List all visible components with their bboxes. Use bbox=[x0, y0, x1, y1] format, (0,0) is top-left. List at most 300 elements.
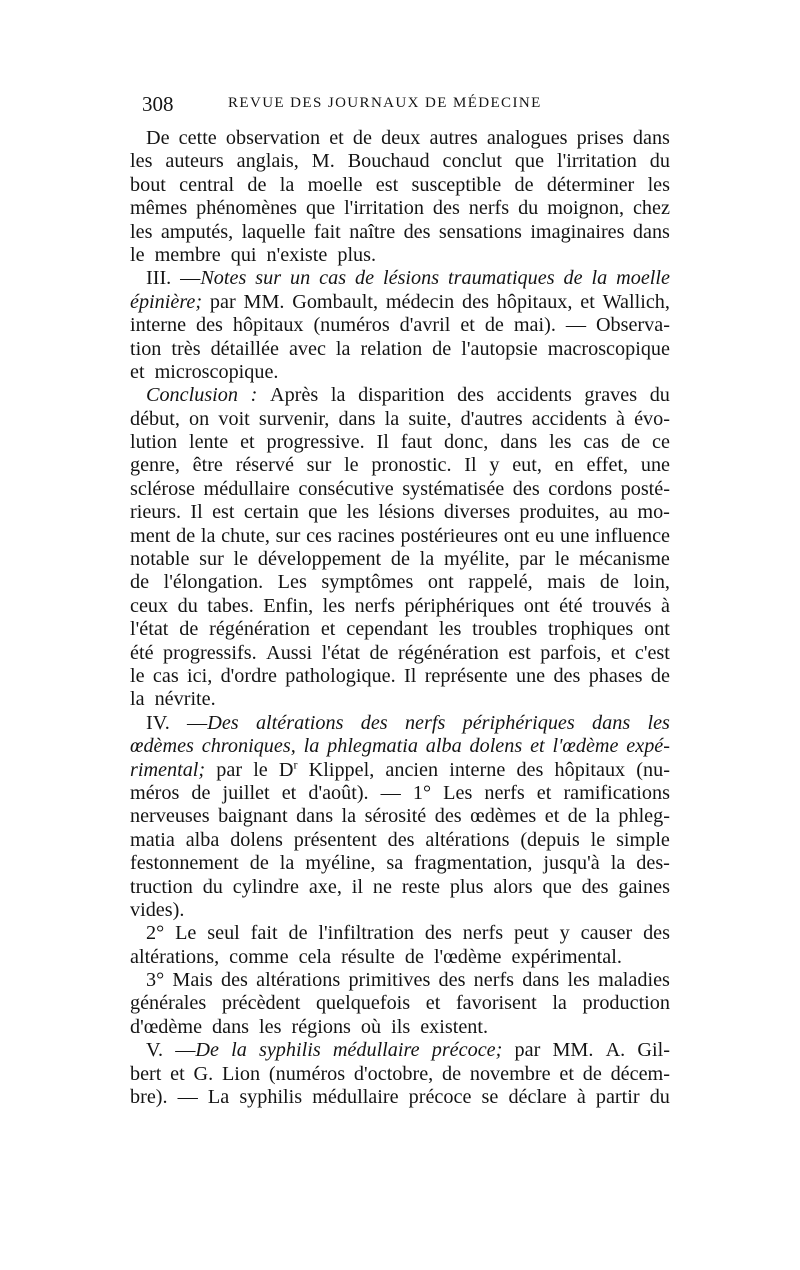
word: et bbox=[329, 127, 344, 149]
word: loin, bbox=[633, 571, 670, 594]
word: est bbox=[212, 501, 235, 524]
word: des bbox=[424, 922, 452, 945]
word: ces bbox=[306, 524, 332, 547]
word: périphériques bbox=[404, 594, 515, 617]
word: influence bbox=[594, 524, 670, 547]
word: et bbox=[281, 781, 297, 804]
word: d'avril bbox=[399, 314, 451, 337]
text-line bbox=[130, 384, 670, 407]
word: très bbox=[171, 337, 201, 360]
word: dolens bbox=[230, 828, 283, 851]
word: seul bbox=[207, 922, 240, 945]
word: sérosité bbox=[364, 805, 427, 828]
word: deux bbox=[381, 127, 421, 149]
word: l'état bbox=[321, 641, 360, 664]
word: phases bbox=[588, 664, 643, 687]
word: cylindre bbox=[232, 875, 299, 898]
word: des bbox=[438, 969, 466, 992]
word: altérations bbox=[425, 828, 510, 851]
word: de bbox=[369, 641, 389, 664]
text-line bbox=[130, 244, 670, 267]
text-line bbox=[130, 595, 670, 618]
word: par bbox=[514, 1039, 541, 1062]
word: mai). bbox=[513, 314, 556, 337]
word: symptômes bbox=[321, 571, 414, 594]
word: susceptible bbox=[411, 173, 502, 196]
word: phlegmatia bbox=[327, 735, 418, 758]
word: ramifications bbox=[563, 781, 670, 804]
word: novembre bbox=[469, 1062, 551, 1085]
word: de bbox=[484, 314, 504, 337]
word: traumatiques bbox=[448, 267, 555, 290]
word: des bbox=[581, 875, 609, 898]
word: lente bbox=[188, 431, 229, 454]
word: plus. bbox=[337, 243, 377, 266]
word: mécanisme bbox=[579, 548, 670, 571]
article-body bbox=[130, 127, 670, 1109]
word: survenir, bbox=[258, 407, 330, 430]
word: et bbox=[240, 431, 255, 454]
word: pronostic. bbox=[371, 454, 452, 477]
word: partir bbox=[595, 1086, 640, 1109]
word: consécutive bbox=[298, 477, 394, 500]
word: nerfs bbox=[473, 969, 515, 992]
word: de bbox=[650, 664, 670, 687]
word: une bbox=[640, 454, 670, 477]
word: primitives bbox=[348, 969, 431, 992]
word: hôpitaux, bbox=[496, 290, 573, 313]
word: et bbox=[559, 1062, 574, 1085]
word: eut, bbox=[512, 454, 542, 477]
word: de bbox=[288, 922, 308, 945]
word: la bbox=[279, 173, 295, 196]
word: par bbox=[209, 290, 236, 313]
word: par bbox=[216, 758, 243, 781]
word: bre). bbox=[130, 1086, 168, 1109]
word: (depuis bbox=[520, 828, 580, 851]
word: médullaire bbox=[203, 477, 290, 500]
word: le bbox=[253, 758, 268, 781]
word: et bbox=[320, 618, 336, 641]
word: sa bbox=[386, 852, 404, 875]
word: les bbox=[438, 618, 462, 641]
word: les bbox=[549, 431, 572, 454]
word: médullaire bbox=[332, 1039, 420, 1062]
word: de bbox=[432, 337, 452, 360]
word: MM. bbox=[552, 1039, 594, 1062]
word: — bbox=[177, 1086, 198, 1109]
word: posté- bbox=[620, 477, 670, 500]
word: III. bbox=[146, 267, 172, 290]
word: ont bbox=[523, 594, 550, 617]
word: à bbox=[615, 407, 625, 430]
word: des bbox=[553, 664, 581, 687]
word: été bbox=[130, 641, 154, 664]
word: 1° bbox=[412, 781, 432, 804]
word: une bbox=[515, 664, 546, 687]
word: tion bbox=[130, 337, 162, 360]
word: d'œdème bbox=[130, 1015, 203, 1038]
word: des bbox=[643, 922, 670, 945]
word: rimental; bbox=[130, 758, 206, 781]
word: parfois, bbox=[540, 641, 602, 664]
text-line bbox=[130, 1039, 670, 1062]
word: régénération bbox=[209, 618, 310, 641]
word: des bbox=[432, 197, 460, 220]
word: certain bbox=[243, 501, 299, 524]
word: naître bbox=[349, 220, 396, 243]
word: du bbox=[649, 384, 670, 407]
word: imaginaires bbox=[530, 220, 625, 243]
word: donc, bbox=[444, 431, 489, 454]
word: lésions bbox=[378, 501, 435, 524]
word: des bbox=[220, 969, 248, 992]
word: les bbox=[130, 150, 153, 173]
word: favorisent bbox=[455, 992, 537, 1015]
word: la bbox=[130, 688, 145, 711]
word: se bbox=[481, 1086, 499, 1109]
word: et bbox=[460, 314, 475, 337]
word: A. bbox=[605, 1039, 626, 1062]
text-line bbox=[130, 829, 670, 852]
word: mo- bbox=[637, 501, 670, 524]
word: on bbox=[189, 407, 210, 430]
word: la bbox=[552, 992, 567, 1015]
word: Wallich, bbox=[602, 290, 670, 313]
word: M. bbox=[311, 150, 335, 173]
word: la bbox=[231, 1039, 247, 1062]
word: truction bbox=[130, 875, 193, 898]
text-line bbox=[130, 735, 670, 758]
word: représente bbox=[424, 664, 508, 687]
word: effet, bbox=[586, 454, 629, 477]
word: de bbox=[176, 524, 196, 547]
word: — bbox=[380, 781, 401, 804]
word: des- bbox=[636, 852, 670, 875]
word: cependant bbox=[346, 618, 429, 641]
word: par bbox=[519, 548, 546, 571]
word: les bbox=[259, 1015, 282, 1038]
word: et bbox=[610, 641, 626, 664]
word: cette bbox=[178, 127, 217, 149]
word: cas bbox=[319, 267, 347, 290]
word: que bbox=[542, 875, 572, 898]
word: qui bbox=[230, 243, 257, 266]
text-line bbox=[130, 618, 670, 641]
word: chute, bbox=[221, 524, 270, 547]
word: nerfs bbox=[468, 197, 510, 220]
word: Il bbox=[404, 664, 417, 687]
text-line bbox=[130, 712, 670, 735]
word: été bbox=[559, 594, 583, 617]
word: les bbox=[647, 173, 670, 196]
text-line bbox=[130, 454, 670, 477]
word: résulte bbox=[341, 945, 395, 968]
word: la bbox=[591, 267, 608, 290]
word: la bbox=[384, 407, 400, 430]
word: l'œdème bbox=[552, 735, 619, 758]
word: La bbox=[207, 1086, 230, 1109]
word: de bbox=[249, 852, 269, 875]
word: l'œdème bbox=[433, 945, 502, 968]
word: axe, bbox=[308, 875, 342, 898]
word: notable bbox=[130, 548, 190, 571]
word: altérations bbox=[256, 969, 341, 992]
word: la bbox=[335, 337, 351, 360]
word: suite, bbox=[408, 407, 452, 430]
word: l'irritation bbox=[344, 197, 424, 220]
word: des bbox=[516, 758, 544, 781]
word: détaillée bbox=[210, 337, 279, 360]
text-line bbox=[130, 174, 670, 197]
word: causer bbox=[580, 922, 633, 945]
text-line bbox=[130, 805, 670, 828]
word: du bbox=[649, 1086, 670, 1109]
word: Enfin, bbox=[263, 594, 314, 617]
word: vides). bbox=[130, 898, 185, 921]
word: mêmes bbox=[130, 197, 188, 220]
word: relation bbox=[360, 337, 423, 360]
word: (numéros bbox=[313, 314, 390, 337]
text-line bbox=[130, 946, 670, 969]
word: de bbox=[130, 571, 150, 594]
word: trouvés bbox=[592, 594, 652, 617]
word: expérimental. bbox=[511, 945, 622, 968]
text-line bbox=[130, 314, 670, 337]
word: trophiques bbox=[548, 618, 634, 641]
word: syphilis bbox=[239, 1086, 303, 1109]
word: les bbox=[647, 711, 670, 734]
word: de bbox=[390, 548, 410, 571]
text-line bbox=[130, 548, 670, 571]
word: graves bbox=[584, 384, 638, 407]
word: observation bbox=[225, 127, 321, 149]
word: précoce; bbox=[431, 1039, 503, 1062]
word: de bbox=[179, 618, 199, 641]
word: ont bbox=[503, 524, 530, 547]
word: baignant bbox=[218, 805, 288, 828]
word: de bbox=[247, 173, 267, 196]
word: des bbox=[387, 828, 415, 851]
word: matia bbox=[130, 828, 175, 851]
word: la bbox=[341, 805, 357, 828]
text-line bbox=[130, 665, 670, 688]
word: Il bbox=[190, 501, 203, 524]
word: de bbox=[191, 781, 211, 804]
word: moelle bbox=[307, 173, 363, 196]
word: de bbox=[442, 1062, 462, 1085]
word: ancien bbox=[385, 758, 439, 781]
word: de bbox=[352, 127, 372, 149]
word: du bbox=[177, 594, 198, 617]
word: la bbox=[595, 805, 610, 828]
word: fait bbox=[250, 922, 278, 945]
word: ont bbox=[427, 571, 454, 594]
word: hôpitaux bbox=[232, 314, 304, 337]
word: les bbox=[346, 501, 370, 524]
word: de bbox=[567, 805, 587, 828]
word: postérieures bbox=[400, 524, 498, 547]
word: la bbox=[330, 384, 346, 407]
word: de bbox=[563, 267, 583, 290]
text-line bbox=[130, 267, 670, 290]
word: les bbox=[130, 220, 153, 243]
word: eu bbox=[535, 524, 555, 547]
text-line bbox=[130, 899, 670, 922]
word: altérations, bbox=[130, 945, 220, 968]
text-line bbox=[130, 969, 670, 992]
word: progressifs. bbox=[163, 641, 257, 664]
word: le bbox=[590, 828, 606, 851]
word: anglais, bbox=[236, 150, 299, 173]
text-line bbox=[130, 525, 670, 548]
word: ils bbox=[391, 1015, 411, 1038]
word: V. bbox=[146, 1039, 164, 1062]
word: systématisée bbox=[402, 477, 505, 500]
word: l'autopsie bbox=[461, 337, 538, 360]
word: hôpitaux bbox=[554, 758, 626, 781]
word: que bbox=[305, 197, 336, 220]
word: des bbox=[196, 314, 223, 337]
word: œdèmes bbox=[470, 805, 537, 828]
word: au bbox=[608, 501, 629, 524]
word: fragmentation, bbox=[414, 852, 533, 875]
page-number: 308 bbox=[142, 92, 174, 116]
text-line bbox=[130, 361, 670, 384]
word: analogues bbox=[486, 127, 568, 149]
word: —De bbox=[175, 1039, 219, 1062]
text-line bbox=[130, 1086, 670, 1109]
word: l'état bbox=[130, 618, 169, 641]
word: de bbox=[621, 431, 641, 454]
word: autres bbox=[429, 127, 478, 149]
word: prises bbox=[576, 127, 624, 149]
word: et bbox=[580, 290, 595, 313]
word: myéline, bbox=[305, 852, 376, 875]
text-line bbox=[130, 501, 670, 524]
word: d'autres bbox=[460, 407, 523, 430]
word: début, bbox=[130, 407, 180, 430]
word: ceux bbox=[130, 594, 169, 617]
word: des bbox=[434, 805, 462, 828]
word: Observa- bbox=[595, 314, 670, 337]
word: (nu- bbox=[636, 758, 670, 781]
word: et bbox=[530, 735, 545, 758]
word: d'octobre, bbox=[353, 1062, 434, 1085]
word: existent. bbox=[420, 1015, 489, 1038]
word: Mais bbox=[172, 969, 213, 992]
text-line bbox=[130, 852, 670, 875]
word: disparition bbox=[358, 384, 445, 407]
word: être bbox=[192, 454, 223, 477]
word: de bbox=[355, 267, 375, 290]
word: myélite, bbox=[443, 548, 510, 571]
word: microscopique. bbox=[154, 360, 279, 383]
word: nerfs bbox=[354, 594, 395, 617]
word: la bbox=[610, 852, 626, 875]
word: le bbox=[130, 664, 145, 687]
word: le bbox=[233, 548, 249, 571]
word: macroscopique bbox=[547, 337, 670, 360]
word: dans bbox=[296, 805, 334, 828]
text-line bbox=[130, 150, 670, 173]
word: reste bbox=[401, 875, 440, 898]
word: Après bbox=[269, 384, 319, 407]
word: phénomènes bbox=[196, 197, 298, 220]
word: cas bbox=[152, 664, 179, 687]
word: cordons bbox=[548, 477, 613, 500]
word: —Notes bbox=[180, 267, 247, 290]
word: Conclusion bbox=[146, 384, 238, 407]
word: le bbox=[554, 548, 570, 571]
word: Le bbox=[175, 922, 197, 945]
word: (numéros bbox=[268, 1062, 346, 1085]
word: et bbox=[425, 992, 441, 1015]
text-line bbox=[130, 221, 670, 244]
word: membre bbox=[154, 243, 221, 266]
word: produites, bbox=[519, 501, 600, 524]
word: maladies bbox=[598, 969, 670, 992]
word: déclare bbox=[508, 1086, 567, 1109]
word: l'élongation. bbox=[163, 571, 264, 594]
word: méros bbox=[130, 781, 180, 804]
word: la bbox=[200, 524, 216, 547]
word: 2° bbox=[146, 922, 165, 945]
word: d'ordre bbox=[220, 664, 277, 687]
text-line bbox=[130, 1063, 670, 1086]
word: troubles bbox=[472, 618, 538, 641]
word: des bbox=[457, 384, 484, 407]
word: y bbox=[559, 922, 570, 945]
text-line bbox=[130, 1016, 670, 1039]
word: épinière; bbox=[130, 290, 203, 313]
word: et bbox=[130, 360, 145, 383]
word: déterminer bbox=[546, 173, 635, 196]
text-line bbox=[130, 992, 670, 1015]
word: bert bbox=[130, 1062, 162, 1085]
word: du bbox=[649, 150, 670, 173]
word: les bbox=[322, 594, 346, 617]
word: bout bbox=[130, 173, 166, 196]
word: sur bbox=[275, 524, 301, 547]
word: altérations bbox=[255, 711, 344, 734]
word: accidents bbox=[531, 407, 607, 430]
word: dans bbox=[632, 127, 670, 149]
word: nerfs bbox=[462, 922, 504, 945]
word: simple bbox=[616, 828, 670, 851]
word: Klippel, bbox=[308, 758, 375, 781]
word: de bbox=[514, 173, 534, 196]
word: quelquefois bbox=[315, 992, 411, 1015]
word: œdèmes bbox=[130, 735, 194, 758]
word: générales bbox=[130, 992, 207, 1015]
word: les bbox=[567, 969, 590, 992]
word: $D^r$ bbox=[278, 756, 298, 781]
text-line bbox=[130, 782, 670, 805]
word: ce bbox=[651, 431, 670, 454]
text-line bbox=[130, 571, 670, 594]
text-line bbox=[130, 756, 670, 782]
word: y bbox=[489, 454, 500, 477]
word: comme bbox=[229, 945, 289, 968]
text-line bbox=[130, 127, 670, 150]
word: cela bbox=[298, 945, 332, 968]
word: décem- bbox=[610, 1062, 670, 1085]
word: Gombault, bbox=[292, 290, 379, 313]
word: lution bbox=[130, 431, 178, 454]
word: précoce bbox=[408, 1086, 472, 1109]
word: interne bbox=[130, 314, 187, 337]
